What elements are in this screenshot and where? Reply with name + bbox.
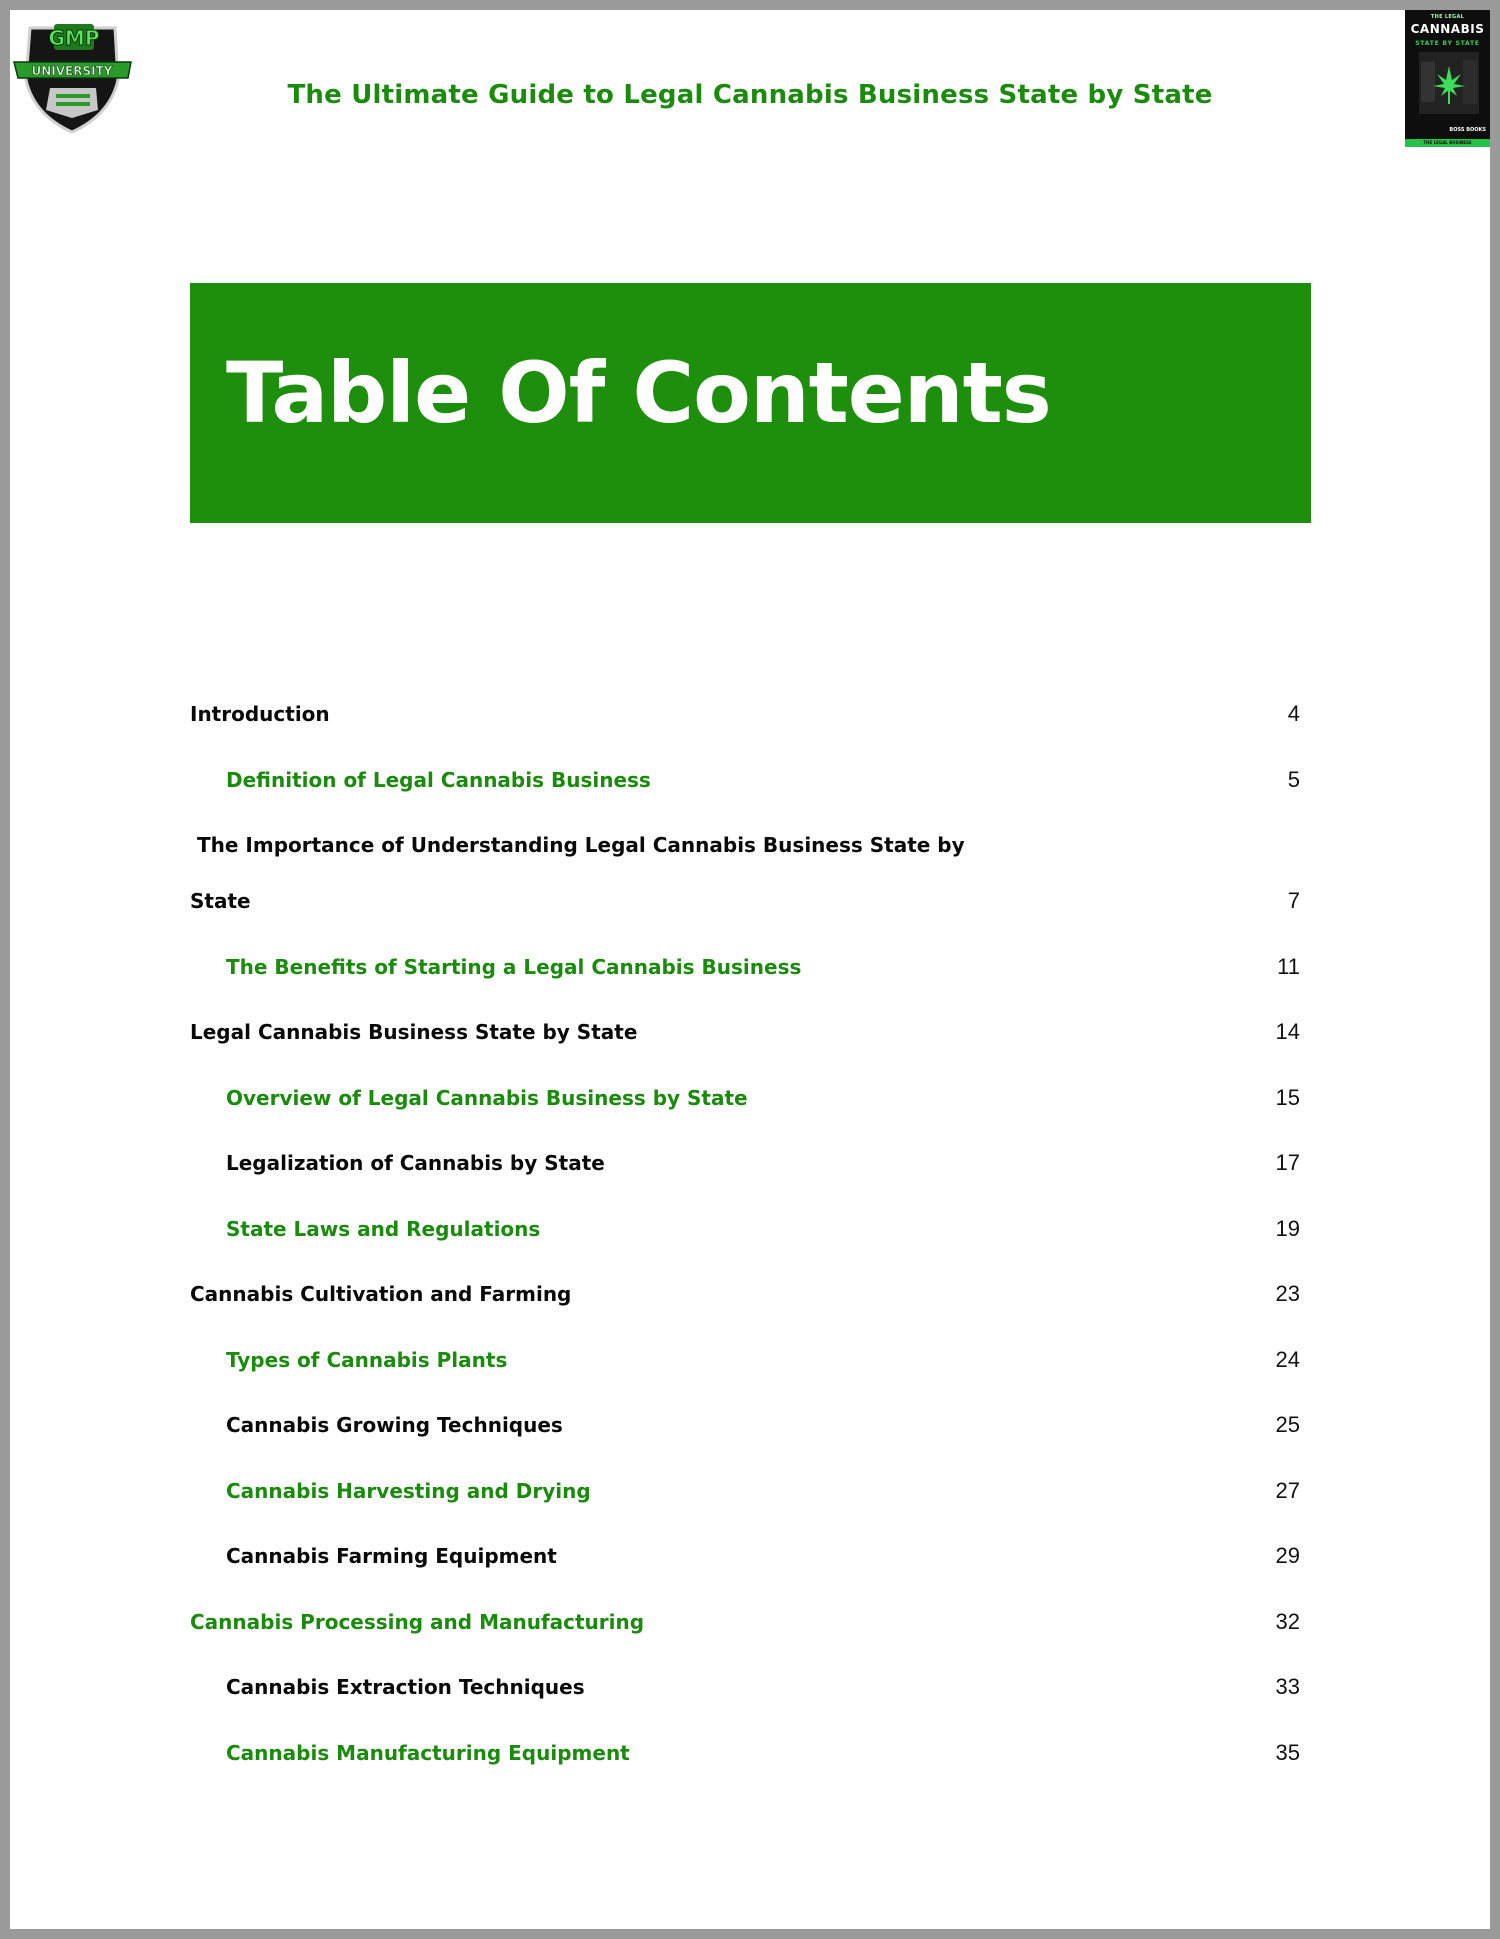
toc-entry[interactable]: [190, 1479, 1300, 1545]
document-header-title: The Ultimate Guide to Legal Cannabis Business State by State: [287, 80, 1213, 110]
toc-entry-label: Cannabis Harvesting and Drying: [226, 1478, 591, 1503]
toc-entry-label: Cannabis Extraction Techniques: [226, 1675, 585, 1699]
toc-entry-page-number: 15: [1275, 1084, 1300, 1110]
toc-entry-page-number: 11: [1277, 953, 1300, 979]
toc-entry-label: Types of Cannabis Plants: [226, 1347, 508, 1372]
toc-entry[interactable]: [190, 1413, 1300, 1479]
toc-entry[interactable]: [190, 702, 1300, 768]
toc-entry-page-number: 25: [1275, 1412, 1300, 1437]
toc-entry-page-number: 23: [1275, 1281, 1300, 1306]
toc-entry-label: Introduction: [190, 702, 330, 726]
toc-entry-page-number: 7: [1287, 888, 1300, 913]
toc-entry-page-number: 35: [1275, 1739, 1300, 1765]
toc-banner: [190, 283, 1311, 523]
toc-entry-label: Overview of Legal Cannabis Business by State: [226, 1085, 748, 1110]
toc-entry[interactable]: [190, 889, 1300, 955]
svg-text:UNIVERSITY: UNIVERSITY: [31, 64, 113, 78]
cover-author: BOSS BOOKS: [1449, 127, 1486, 133]
toc-entry[interactable]: [190, 1020, 1300, 1086]
cover-line3: STATE BY STATE: [1415, 40, 1480, 47]
toc-entry[interactable]: [190, 768, 1300, 834]
toc-entry-page-number: 32: [1275, 1608, 1300, 1634]
toc-heading: Table Of Contents: [226, 344, 1051, 442]
shield-logo-icon: [10, 10, 135, 135]
toc-entry-label: Definition of Legal Cannabis Business: [226, 767, 651, 792]
toc-entry[interactable]: [190, 1675, 1300, 1741]
toc-entry[interactable]: [190, 833, 1300, 889]
toc-entry-label: The Benefits of Starting a Legal Cannabis Business: [226, 954, 802, 979]
toc-entry[interactable]: [190, 1282, 1300, 1348]
toc-entry-label: The Importance of Understanding Legal Cannabis Business State by: [197, 833, 965, 857]
toc-entry-page-number: 14: [1275, 1019, 1300, 1044]
toc-entry-label: Cannabis Manufacturing Equipment: [226, 1740, 630, 1765]
toc-entry-page-number: 5: [1287, 766, 1300, 792]
table-of-contents: [190, 702, 1300, 1806]
toc-entry[interactable]: [190, 1741, 1300, 1807]
toc-entry-label: State: [190, 889, 251, 913]
toc-entry-page-number: 29: [1275, 1543, 1300, 1568]
toc-entry-label: Legalization of Cannabis by State: [226, 1151, 605, 1175]
cover-footer: THE LEGAL BUSINESS: [1405, 139, 1490, 147]
toc-entry-label: Cannabis Farming Equipment: [226, 1544, 557, 1568]
toc-entry-page-number: 4: [1287, 701, 1300, 726]
toc-entry[interactable]: [190, 1610, 1300, 1676]
toc-entry-label: Cannabis Growing Techniques: [226, 1413, 563, 1437]
toc-entry-label: Legal Cannabis Business State by State: [190, 1020, 638, 1044]
toc-entry[interactable]: [190, 1086, 1300, 1152]
toc-entry[interactable]: [190, 1217, 1300, 1283]
toc-entry[interactable]: [190, 1151, 1300, 1217]
toc-entry[interactable]: [190, 1544, 1300, 1610]
cover-line1: THE LEGAL: [1430, 14, 1465, 20]
toc-entry-label: Cannabis Processing and Manufacturing: [190, 1609, 645, 1634]
toc-entry-page-number: 33: [1275, 1674, 1300, 1699]
book-cover-thumbnail: [1405, 10, 1490, 147]
document-page: [10, 10, 1490, 1929]
cover-line2: CANNABIS: [1410, 22, 1485, 36]
toc-entry[interactable]: [190, 1348, 1300, 1414]
toc-entry-page-number: 19: [1275, 1215, 1300, 1241]
toc-entry-label: State Laws and Regulations: [226, 1216, 541, 1241]
toc-entry[interactable]: [190, 955, 1300, 1021]
svg-text:GMP: GMP: [48, 26, 100, 50]
toc-entry-page-number: 17: [1275, 1150, 1300, 1175]
toc-entry-page-number: 24: [1275, 1346, 1300, 1372]
toc-entry-page-number: 27: [1275, 1477, 1300, 1503]
toc-entry-label: Cannabis Cultivation and Farming: [190, 1282, 572, 1306]
